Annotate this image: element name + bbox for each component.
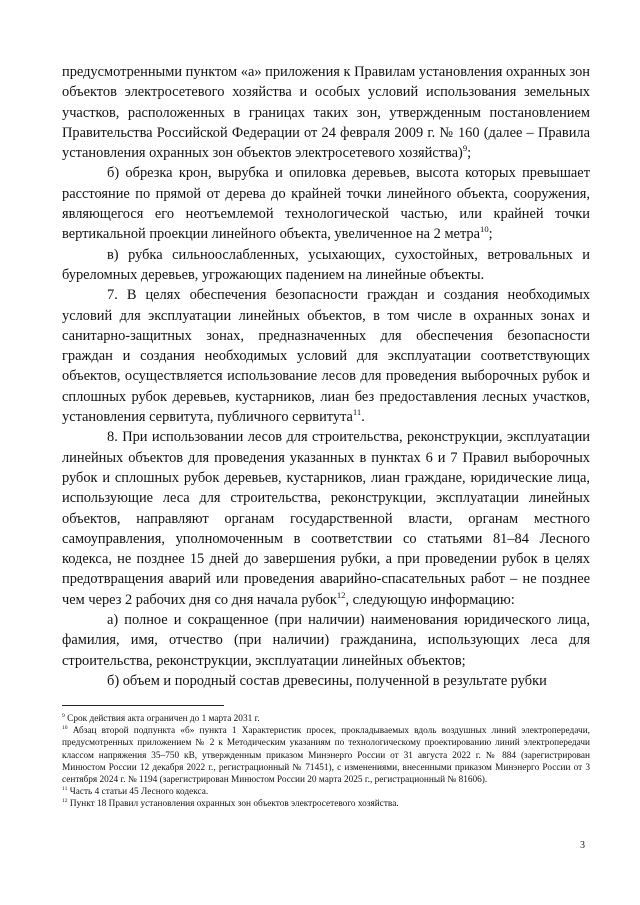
paragraph-item-b: б) обрезка крон, вырубка и опиловка деревьев, высота которых превышает расстояние по прямой от дерева до крайней точки линейного объекта, сооружения, являющегося его неотъемлемой технологической частью, или крайней точки вертикальной проекции линейного объекта, увеличенное на 2 метра$^{10}$;: [62, 165, 590, 243]
footnote-ref-9: 9: [462, 143, 468, 154]
footnote-ref-10: 10: [480, 224, 489, 235]
document-body: [62, 62, 590, 691]
footnote-11: $^{11}$ Часть 4 статьи 45 Лесного кодекса.: [62, 786, 209, 798]
footnote-12: $^{12}$ Пункт 18 Правил установления охранных зон объектов электросетевого хозяйства.: [62, 798, 399, 810]
page-number: 3: [580, 840, 585, 851]
footnotes: [62, 713, 590, 811]
paragraph-section-7: 7. В целях обеспечения безопасности граждан и создания необходимых условий для эксплуатации линейных объектов, в том числе в охранных зонах и санитарно-защитных зонах, предназначенных для обеспечения безопасности граждан и создания необходимых условий для эксплуатации соответствующих объектов, осуществляется использование лесов для проведения выборочных рубок и сплошных рубок деревьев, кустарников, лиан без предоставления лесных участков, установления сервитута, публичного сервитута$^{11}$.: [62, 287, 590, 426]
footnote-ref-11: 11: [352, 407, 362, 418]
footnote-10: $^{10}$ Абзац второй подпункта «б» пункта 1 Характеристик просек, прокладываемых вдоль воздушных линий электропередачи, предусмотренных приложением № 2 к Методическим указаниям по технологическому проектированию линий электропередачи классом напряжения 35–750 кВ, утвержденным приказом Минэнерго России от 31 августа 2022 г. № 884 (зарегистрирован Минюстом России 12 декабря 2022 г., регистрационный № 71451), с изменениями, внесенными приказом Минэнерго России от 3 сентября 2024 г. № 1194 (зарегистрирован Минюстом России 20 марта 2025 г., регистрационный № 81606).: [62, 725, 590, 786]
document-page: [62, 62, 590, 691]
paragraph-item-a: а) полное и сокращенное (при наличии) наименования юридического лица, фамилия, имя, отчество (при наличии) гражданина, использующих леса для строительства, реконструкции, эксплуатации линейных объектов;: [62, 612, 590, 669]
footnote-9: $^9$ Срок действия акта ограничен до 1 марта 2031 г.: [62, 712, 260, 724]
paragraph-item-v: в) рубка сильноослабленных, усыхающих, сухостойных, ветровальных и буреломных деревьев, угрожающих падением на линейные объекты.: [62, 246, 590, 283]
paragraph-section-8: 8. При использовании лесов для строительства, реконструкции, эксплуатации линейных объектов для проведения указанных в пунктах 6 и 7 Правил выборочных рубок и сплошных рубок деревьев, кустарников, лиан граждане, юридические лица, использующие леса для строительства, реконструкции, эксплуатации линейных объектов, направляют органам государственной власти, органам местного самоуправления, уполномоченным в соответствии со статьями 81–84 Лесного кодекса, не позднее 15 дней до завершения рубки, а при проведении рубок в целях предотвращения аварий или проведения аварийно-спасательных работ – не позднее чем через 2 рабочих дня со дня начала рубок$^{12}$, следующую информацию:: [62, 429, 590, 608]
footnote-separator: [62, 705, 224, 706]
footnote-ref-12: 12: [336, 589, 346, 600]
paragraph-continuation: предусмотренными пунктом «а» приложения к Правилам установления охранных зон объектов электросетевого хозяйства и особых условий использования земельных участков, расположенных в границах таких зон, утвержденным постановлением Правительства Российской Федерации от 24 февраля 2009 г. № 160 (далее – Правила установления охранных зон объектов электросетевого хозяйства)$^9$;: [62, 64, 590, 162]
paragraph-item-b-2: б) объем и породный состав древесины, полученной в результате рубки: [107, 672, 547, 689]
